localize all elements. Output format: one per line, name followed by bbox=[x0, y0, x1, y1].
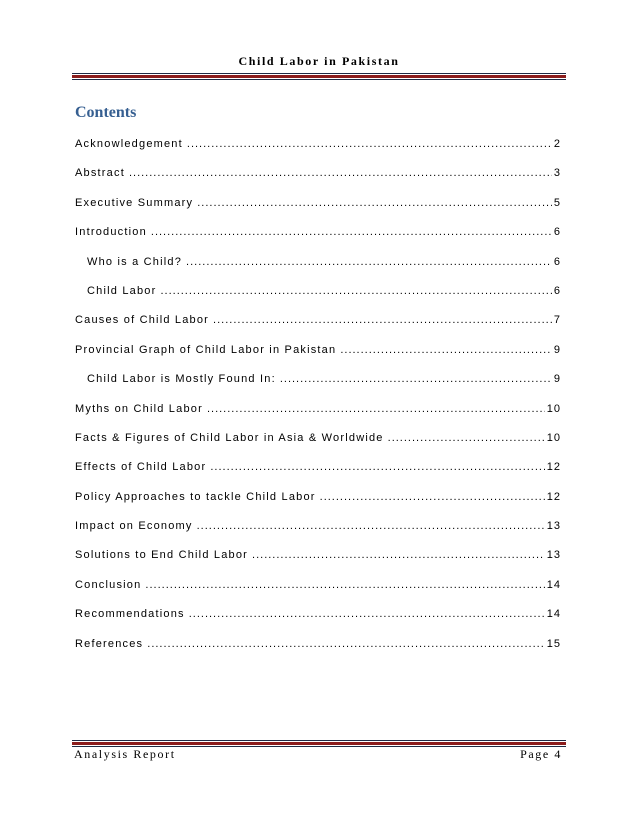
toc-entry-title: Abstract bbox=[75, 167, 125, 180]
header-title: Child Labor in Pakistan bbox=[238, 54, 400, 68]
page-number: Page 4 bbox=[520, 747, 562, 761]
toc-entry[interactable] bbox=[75, 285, 561, 314]
toc-entry[interactable] bbox=[75, 461, 561, 490]
toc-entry-page: 14 bbox=[546, 608, 561, 621]
toc-entry-page: 6 bbox=[553, 255, 561, 268]
toc-entry-title: Solutions to End Child Labor bbox=[75, 549, 249, 562]
toc-leader-dots bbox=[388, 432, 545, 444]
toc-entry-page: 10 bbox=[546, 402, 561, 415]
toc-leader-dots bbox=[129, 167, 552, 179]
toc-entry[interactable] bbox=[75, 314, 561, 343]
toc-entry-page: 15 bbox=[546, 637, 561, 650]
toc-entry[interactable] bbox=[75, 373, 561, 402]
toc-entry[interactable] bbox=[75, 344, 561, 373]
toc-entry[interactable] bbox=[75, 638, 561, 667]
toc-leader-dots bbox=[187, 138, 552, 150]
toc-entry[interactable] bbox=[75, 579, 561, 608]
toc-entry-page: 9 bbox=[553, 373, 561, 386]
toc-entry-page: 13 bbox=[546, 549, 561, 562]
toc-entry-title: Recommendations bbox=[75, 608, 185, 621]
toc-entry-page: 2 bbox=[553, 138, 561, 150]
toc-leader-dots bbox=[280, 373, 552, 385]
toc-entry-title: Causes of Child Labor bbox=[75, 314, 210, 327]
contents-heading: Contents bbox=[75, 104, 137, 121]
toc-leader-dots bbox=[252, 549, 545, 561]
toc-entry[interactable] bbox=[75, 197, 561, 226]
toc-entry-title: References bbox=[75, 637, 144, 650]
toc-entry-title: Provincial Graph of Child Labor in Pakistan bbox=[75, 343, 337, 356]
toc-entry[interactable] bbox=[75, 167, 561, 196]
toc-entry-page: 10 bbox=[546, 431, 561, 444]
toc-entry[interactable] bbox=[75, 226, 561, 255]
toc-leader-dots bbox=[145, 579, 544, 591]
footer-title: Analysis Report bbox=[74, 747, 176, 761]
toc-leader-dots bbox=[320, 491, 545, 503]
table-of-contents bbox=[75, 138, 561, 667]
toc-entry[interactable] bbox=[75, 432, 561, 461]
toc-entry[interactable] bbox=[75, 256, 561, 285]
toc-entry-title: Introduction bbox=[75, 226, 147, 239]
toc-entry-page: 13 bbox=[546, 520, 561, 533]
toc-entry-page: 14 bbox=[546, 578, 561, 591]
toc-entry-title: Myths on Child Labor bbox=[75, 402, 203, 415]
toc-entry-title: Effects of Child Labor bbox=[75, 461, 207, 474]
toc-entry[interactable] bbox=[75, 491, 561, 520]
toc-leader-dots bbox=[207, 403, 545, 415]
toc-entry[interactable] bbox=[75, 520, 561, 549]
toc-entry[interactable] bbox=[75, 549, 561, 578]
toc-leader-dots bbox=[186, 256, 552, 268]
toc-leader-dots bbox=[151, 226, 552, 238]
toc-leader-dots bbox=[340, 344, 552, 356]
toc-entry-title: Who is a Child? bbox=[87, 255, 183, 268]
toc-entry-page: 6 bbox=[553, 226, 561, 239]
toc-entry-page: 7 bbox=[553, 314, 561, 327]
toc-entry-title: Conclusion bbox=[75, 578, 142, 591]
toc-entry-title: Acknowledgement bbox=[75, 138, 183, 150]
footer-rule bbox=[72, 740, 566, 747]
toc-entry[interactable] bbox=[75, 138, 561, 167]
toc-entry[interactable] bbox=[75, 403, 561, 432]
toc-entry-page: 12 bbox=[546, 461, 561, 474]
toc-entry-page: 9 bbox=[553, 343, 561, 356]
toc-entry[interactable] bbox=[75, 608, 561, 637]
toc-leader-dots bbox=[147, 638, 544, 650]
toc-entry-page: 3 bbox=[553, 167, 561, 180]
toc-entry-title: Executive Summary bbox=[75, 196, 194, 209]
toc-entry-page: 5 bbox=[553, 196, 561, 209]
toc-entry-title: Policy Approaches to tackle Child Labor bbox=[75, 490, 316, 503]
toc-leader-dots bbox=[197, 197, 552, 209]
toc-leader-dots bbox=[213, 314, 552, 326]
toc-leader-dots bbox=[197, 520, 545, 532]
toc-entry-page: 6 bbox=[553, 284, 561, 297]
toc-leader-dots bbox=[210, 461, 544, 473]
toc-entry-page: 12 bbox=[546, 490, 561, 503]
toc-entry-title: Facts & Figures of Child Labor in Asia & Worldwide bbox=[75, 431, 384, 444]
toc-leader-dots bbox=[189, 608, 545, 620]
toc-entry-title: Child Labor bbox=[87, 284, 157, 297]
toc-entry-title: Child Labor is Mostly Found In: bbox=[87, 373, 276, 386]
header-rule bbox=[72, 73, 566, 80]
toc-entry-title: Impact on Economy bbox=[75, 520, 193, 533]
toc-leader-dots bbox=[160, 285, 551, 297]
